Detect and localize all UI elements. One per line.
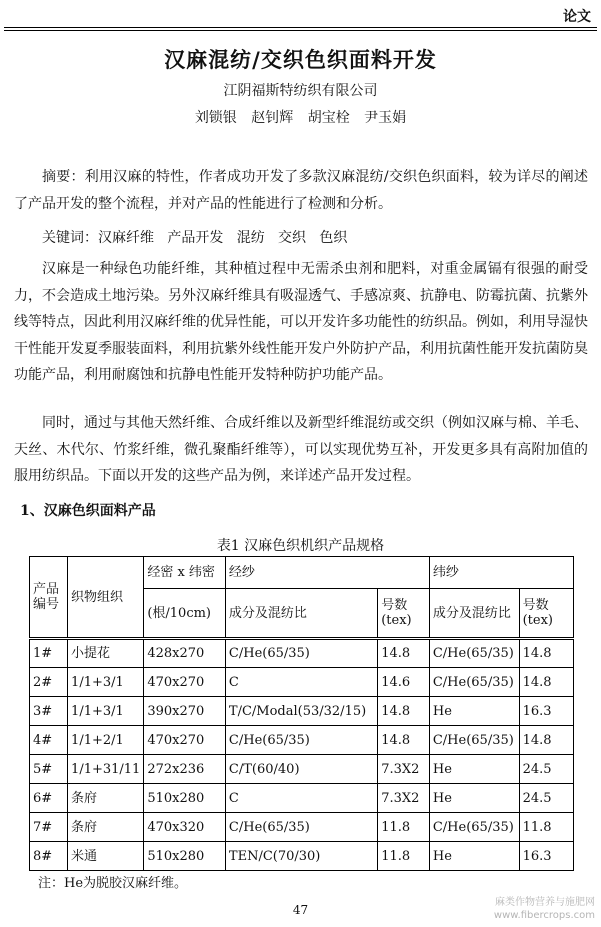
cell-warp-count: 7.3X2 (378, 784, 430, 813)
table-caption: 表1 汉麻色织机织产品规格 (216, 538, 385, 554)
table-row (30, 639, 574, 668)
cell-warp-composition: C (225, 668, 377, 697)
cell-warp-composition: C/T(60/40) (225, 755, 377, 784)
cell-weave: 小提花 (68, 639, 144, 668)
company-name: 江阴福斯特纺织有限公司 (223, 83, 378, 99)
table-row (30, 697, 574, 726)
cell-weave: 条府 (68, 784, 144, 813)
article-title: 汉麻混纺/交织色织面料开发 (164, 47, 437, 72)
header-weave: 织物组织 (68, 557, 144, 639)
header-weft-composition: 成分及混纺比 (429, 589, 519, 639)
abstract-paragraph: 摘要：利用汉麻的特性，作者成功开发了多款汉麻混纺/交织色织面料，较为详尽的阐述了产品开发的整个流程，并对产品的性能进行了检测和分析。 (14, 169, 588, 212)
cell-density: 272x236 (144, 755, 226, 784)
cell-density: 510x280 (144, 842, 226, 871)
table-header-row (30, 557, 574, 589)
cell-no: 4# (30, 726, 68, 755)
cell-weft-count: 14.8 (519, 726, 573, 755)
cell-density: 470x270 (144, 726, 226, 755)
cell-no: 5# (30, 755, 68, 784)
table-row (30, 813, 574, 842)
header-weft: 纬纱 (429, 557, 573, 589)
page-number: 47 (292, 903, 309, 917)
cell-density: 390x270 (144, 697, 226, 726)
cell-warp-count: 7.3X2 (378, 755, 430, 784)
cell-weave: 米通 (68, 842, 144, 871)
table-row (30, 784, 574, 813)
cell-weft-count: 16.3 (519, 842, 573, 871)
cell-warp-composition: C (225, 784, 377, 813)
cell-warp-composition: C/He(65/35) (225, 639, 377, 668)
cell-weave: 1/1+3/1 (68, 668, 144, 697)
section-heading: 1、汉麻色织面料产品 (20, 503, 156, 519)
cell-weft-composition: C/He(65/35) (429, 639, 519, 668)
cell-weft-count: 24.5 (519, 755, 573, 784)
cell-weft-count: 11.8 (519, 813, 573, 842)
cell-density: 510x280 (144, 784, 226, 813)
header-weft-count: 号数(tex) (519, 589, 573, 639)
cell-density: 470x320 (144, 813, 226, 842)
keywords-line: 关键词：汉麻纤维 产品开发 混纺 交织 色织 (42, 230, 348, 246)
cell-weave: 条府 (68, 813, 144, 842)
cell-weft-composition: C/He(65/35) (429, 813, 519, 842)
table-row (30, 755, 574, 784)
body-paragraph: 同时，通过与其他天然纤维、合成纤维以及新型纤维混纺或交织（例如汉麻与棉、羊毛、天丝、木代尔、竹浆纤维，微孔聚酯纤维等），可以实现优势互补，开发更多具有高附加值的服用纺织品。下面以开发的这些产品为例，来详述产品开发过程。 (14, 415, 588, 484)
cell-weft-count: 14.8 (519, 639, 573, 668)
cell-weft-composition: He (429, 697, 519, 726)
cell-no: 6# (30, 784, 68, 813)
section-tag: 论文 (563, 9, 591, 25)
cell-warp-count: 14.8 (378, 639, 430, 668)
spec-table (29, 556, 574, 871)
cell-weft-composition: He (429, 842, 519, 871)
cell-weft-composition: C/He(65/35) (429, 668, 519, 697)
cell-warp-count: 14.6 (378, 668, 430, 697)
cell-warp-count: 11.8 (378, 842, 430, 871)
header-rule (4, 27, 597, 28)
cell-warp-composition: C/He(65/35) (225, 726, 377, 755)
cell-density: 428x270 (144, 639, 226, 668)
watermark-url: www.fibercrops.com (493, 910, 595, 921)
cell-weft-composition: He (429, 755, 519, 784)
table-row (30, 668, 574, 697)
header-rule-thin (4, 30, 597, 31)
header-warp-count: 号数(tex) (378, 589, 430, 639)
cell-weft-composition: He (429, 784, 519, 813)
cell-weave: 1/1+3/1 (68, 697, 144, 726)
cell-weft-count: 14.8 (519, 668, 573, 697)
header-density: 经密 x 纬密 (144, 557, 226, 589)
table-row (30, 726, 574, 755)
cell-no: 2# (30, 668, 68, 697)
author-list: 刘锁银 赵钊辉 胡宝栓 尹玉娟 (194, 110, 407, 126)
table-note: 注：He为脱胶汉麻纤维。 (38, 876, 188, 891)
header-product-no: 产品编号 (30, 557, 68, 639)
cell-weave: 1/1+31/11 (68, 755, 144, 784)
cell-warp-composition: C/He(65/35) (225, 813, 377, 842)
watermark (494, 896, 595, 922)
cell-no: 8# (30, 842, 68, 871)
cell-no: 1# (30, 639, 68, 668)
cell-warp-composition: T/C/Modal(53/32/15) (225, 697, 377, 726)
cell-warp-count: 14.8 (378, 726, 430, 755)
watermark-site-name: 麻类作物营养与施肥网 (495, 897, 595, 908)
cell-weft-count: 16.3 (519, 697, 573, 726)
header-warp: 经纱 (225, 557, 429, 589)
header-warp-composition: 成分及混纺比 (225, 589, 377, 639)
cell-warp-count: 14.8 (378, 697, 430, 726)
cell-warp-count: 11.8 (378, 813, 430, 842)
table-row (30, 842, 574, 871)
cell-weft-count: 24.5 (519, 784, 573, 813)
header-density-unit: (根/10cm) (144, 589, 226, 639)
cell-no: 3# (30, 697, 68, 726)
cell-no: 7# (30, 813, 68, 842)
intro-paragraph: 汉麻是一种绿色功能纤维，其种植过程中无需杀虫剂和肥料，对重金属镉有很强的耐受力，不会造成土地污染。另外汉麻纤维具有吸湿透气、手感凉爽、抗静电、防霉抗菌、抗紫外线等特点，因此利用汉麻纤维的优异性能，可以开发许多功能性的纺织品。例如，利用导湿快干性能开发夏季服装面料，利用抗紫外线性能开发户外防护产品，利用抗菌性能开发抗菌防臭功能产品，利用耐腐蚀和抗静电性能开发特种防护功能产品。 (14, 261, 588, 383)
cell-weft-composition: C/He(65/35) (429, 726, 519, 755)
cell-density: 470x270 (144, 668, 226, 697)
cell-warp-composition: TEN/C(70/30) (225, 842, 377, 871)
cell-weave: 1/1+2/1 (68, 726, 144, 755)
